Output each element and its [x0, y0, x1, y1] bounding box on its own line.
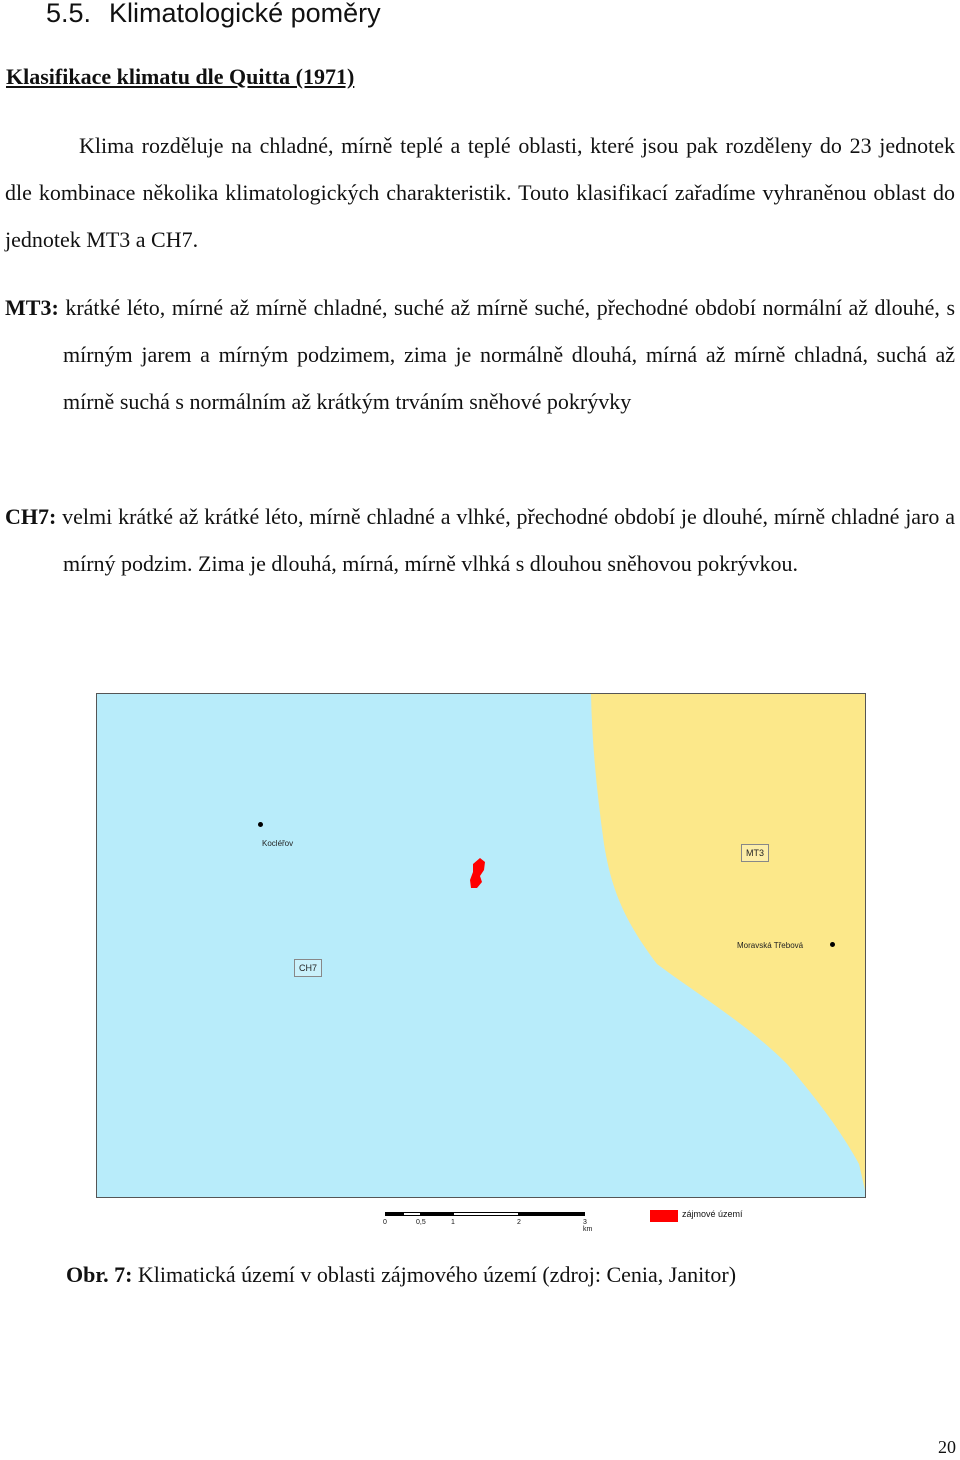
scale-segment	[453, 1212, 519, 1216]
place-dot-moravska-trebova	[830, 942, 835, 947]
subsection-heading: Klasifikace klimatu dle Quitta (1971)	[6, 64, 355, 89]
zone-label-mt3: MT3	[741, 844, 769, 862]
legend-swatch-study-area	[650, 1210, 678, 1222]
mt3-term: MT3:	[5, 295, 59, 320]
figure-label: Obr. 7:	[66, 1262, 133, 1287]
section-heading	[46, 0, 381, 29]
place-label-koclerov: Kocléřov	[262, 839, 294, 848]
climate-map	[96, 693, 866, 1198]
section-number: 5.5.	[46, 0, 92, 28]
place-dot-koclerov	[258, 822, 263, 827]
ch7-definition	[5, 493, 955, 587]
intro-paragraph: Klima rozděluje na chladné, mírně teplé a teplé oblasti, které jsou pak rozděleny do 23 jednotek dle kombinace několika klimatologických charakteristik. Touto klasifikací zařadíme vyhraněnou oblast do jednotek MT3 a CH7.	[5, 133, 955, 252]
scale-tick: 2	[517, 1219, 521, 1226]
scale-segment	[403, 1212, 421, 1216]
figure-caption	[66, 1262, 736, 1288]
scale-segment	[519, 1212, 585, 1216]
scale-segment	[421, 1212, 453, 1216]
scale-segment	[385, 1212, 403, 1216]
study-area	[470, 858, 485, 888]
mt3-zone	[591, 694, 866, 1198]
mt3-definition	[5, 284, 955, 425]
ch7-text: velmi krátké až krátké léto, mírně chladné a vlhké, přechodné období je dlouhé, mírně chladné jaro a mírný podzim. Zima je dlouhá, mírná, mírně vlhká s dlouhou sněhovou pokrývkou.	[62, 504, 955, 576]
figure-caption-text: Klimatická území v oblasti zájmového území (zdroj: Cenia, Janitor)	[137, 1262, 737, 1287]
mt3-text: krátké léto, mírné až mírně chladné, suché až mírně suché, přechodné období normální až dlouhé, s mírným jarem a mírným podzimem, zima je normálně dlouhá, mírná až mírně chladná, suchá až mírně suchá s normálním až krátkým trváním sněhové pokrývky	[63, 295, 956, 414]
zone-label-ch7: CH7	[294, 959, 322, 977]
scale-tick: 0,5	[416, 1219, 426, 1226]
place-label-moravska-trebova: Moravská Třebová	[737, 941, 804, 950]
ch7-term: CH7:	[5, 504, 57, 529]
scale-tick: 3 km	[583, 1219, 593, 1233]
map-scale-bar	[385, 1212, 593, 1232]
legend-label: zájmové území	[682, 1209, 743, 1219]
scale-tick: 0	[383, 1219, 387, 1226]
section-title: Klimatologické poměry	[109, 0, 381, 28]
page-number: 20	[938, 1437, 956, 1457]
scale-tick: 1	[451, 1219, 455, 1226]
